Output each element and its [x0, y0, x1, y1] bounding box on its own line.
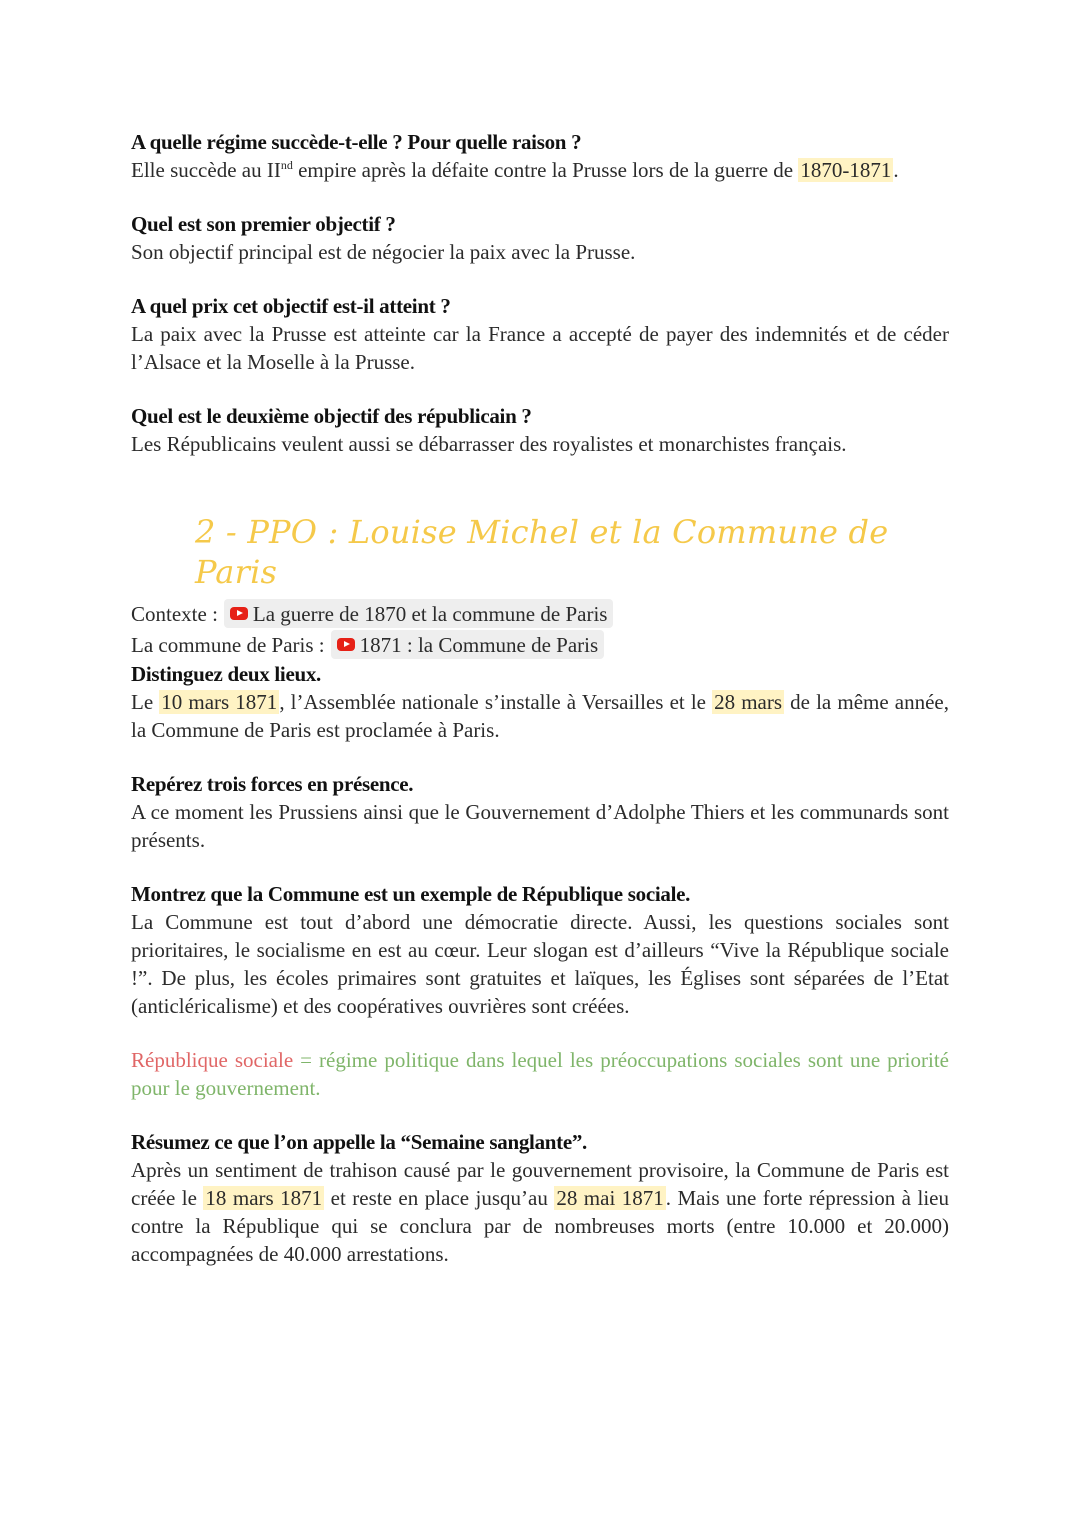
highlight-date: 28 mars [714, 690, 783, 714]
highlight-date: 28 mai 1871 [556, 1186, 664, 1210]
youtube-play-icon [337, 638, 355, 651]
answer-text: . Mais une forte répression à lieu contre la République qui se conclura par de nombreuses morts (entre 10.000 et 20.000) accompagnées de 40.000 arrestations. [131, 1186, 949, 1266]
answer-text: . [893, 158, 899, 182]
highlight-date: 18 mars 1871 [205, 1186, 323, 1210]
answer-social-republic: La Commune est tout d’abord une démocratie directe. Aussi, les questions sociales sont prioritaires, le socialisme en est au cœur. Leur slogan est d’ailleurs “Vive la République sociale !”. De plus, les écoles primaires sont gratuites et laïques, les Églises sont séparées de l’Etat (anticléricalisme) et des coopératives ouvrières sont créées. [131, 910, 949, 1018]
answer-text: et reste en place jusqu’au [324, 1186, 555, 1210]
qa-price [131, 292, 949, 376]
qa-regime [131, 128, 949, 184]
document-page [131, 128, 949, 1294]
qa-first-objective [131, 210, 949, 266]
qa-social-republic [131, 880, 949, 1020]
definition-block [131, 1046, 949, 1102]
question-social-republic: Montrez que la Commune est un exemple de République sociale. [131, 882, 691, 906]
qa-two-places [131, 660, 949, 744]
context-line-1 [131, 598, 949, 629]
answer-text: Après un sentiment de trahison causé par le gouvernement provisoire, la Commune de Paris est créée le [131, 1158, 949, 1210]
section-title: 2 - PPO : Louise Michel et la Commune de Paris [195, 513, 889, 591]
qa-bloody-week [131, 1128, 949, 1268]
question-bloody-week: Résumez ce que l’on appelle la “Semaine sanglante”. [131, 1130, 588, 1154]
answer-bloody-week [131, 1156, 949, 1268]
answer-regime [131, 156, 949, 184]
question-two-places: Distinguez deux lieux. [131, 662, 321, 686]
video-link-label: 1871 : la Commune de Paris [359, 632, 599, 657]
definition [131, 1046, 949, 1102]
highlight-date: 1870-1871 [800, 158, 892, 182]
video-link-commune-1871[interactable] [331, 630, 605, 659]
context-label: La commune de Paris : [131, 632, 325, 657]
definition-body: = régime politique dans lequel les préoccupations sociales sont une priorité pour le gouvernement. [131, 1048, 949, 1100]
question-price: A quel prix cet objectif est-il atteint ? [131, 294, 451, 318]
context-links [131, 598, 949, 660]
answer-text: , l’Assemblée nationale s’installe à Versailles et le [279, 690, 713, 714]
highlight-date: 10 mars 1871 [161, 690, 278, 714]
answer-text: empire après la défaite contre la Prusse lors de la guerre de [292, 158, 799, 182]
answer-text: de la même année, la Commune de Paris est proclamée à Paris. [131, 690, 949, 742]
answer-text: Elle succède au II [131, 158, 281, 182]
youtube-play-icon [230, 607, 248, 620]
context-label: Contexte : [131, 601, 218, 626]
video-link-label: La guerre de 1870 et la commune de Paris [252, 601, 608, 626]
answer-second-objective: Les Républicains veulent aussi se débarrasser des royalistes et monarchistes français. [131, 432, 847, 456]
question-second-objective: Quel est le deuxième objectif des républicain ? [131, 404, 532, 428]
question-three-forces: Repérez trois forces en présence. [131, 772, 414, 796]
answer-three-forces: A ce moment les Prussiens ainsi que le Gouvernement d’Adolphe Thiers et les communards sont présents. [131, 800, 949, 852]
answer-first-objective: Son objectif principal est de négocier la paix avec la Prusse. [131, 240, 636, 264]
question-first-objective: Quel est son premier objectif ? [131, 212, 396, 236]
question-regime: A quelle régime succède-t-elle ? Pour quelle raison ? [131, 130, 582, 154]
answer-two-places [131, 688, 949, 744]
qa-three-forces [131, 770, 949, 854]
qa-second-objective [131, 402, 949, 458]
answer-text: Le [131, 690, 160, 714]
context-line-2 [131, 629, 949, 660]
video-link-war-1870[interactable] [224, 599, 614, 628]
superscript: nd [280, 158, 293, 172]
answer-price: La paix avec la Prusse est atteinte car la France a accepté de payer des indemnités et de céder l’Alsace et la Moselle à la Prusse. [131, 322, 949, 374]
definition-term: République sociale [131, 1048, 294, 1072]
